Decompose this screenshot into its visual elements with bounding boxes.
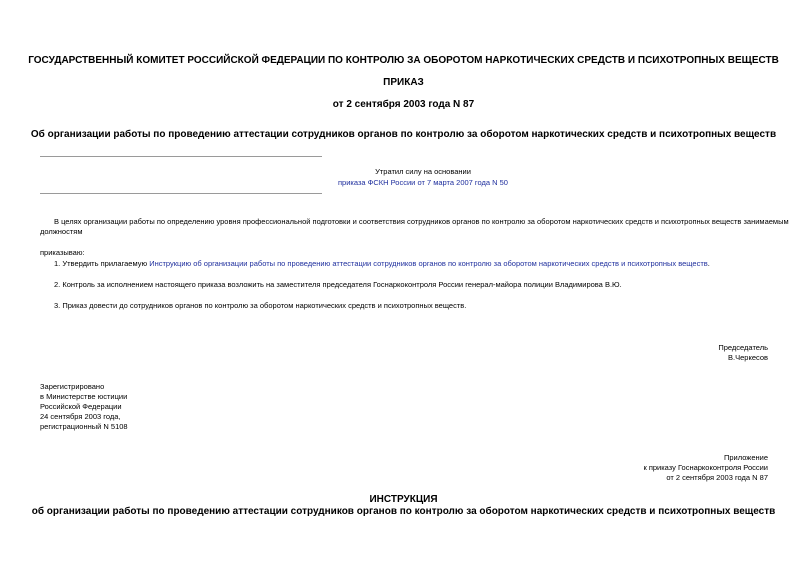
instruction-subtitle: об организации работы по проведению аттестации сотрудников органов по контролю за оборотом наркотических средств и психотропных веществ	[31, 506, 776, 517]
order-item-1-suffix: .	[707, 259, 710, 268]
divider-bottom	[40, 193, 322, 194]
order-item-3: 3. Приказ довести до сотрудников органов по контролю за оборотом наркотических средств и психотропных веществ.	[54, 301, 467, 310]
registration-line-3: Российской Федерации	[40, 402, 122, 411]
order-item-1	[54, 259, 710, 269]
repeal-order-link[interactable]: приказа ФСКН России от 7 марта 2007 года N 50	[338, 178, 508, 187]
registration-line-2: в Министерстве юстиции	[40, 392, 128, 401]
order-item-1-prefix: 1. Утвердить прилагаемую	[54, 259, 150, 268]
preamble-line-1: В целях организации работы по определению уровня профессиональной подготовки и соответствия сотрудников органов по контролю за оборотом наркотических средств и психотропных веществ занимаемым	[54, 217, 789, 226]
document-type: ПРИКАЗ	[383, 77, 424, 88]
document-subject: Об организации работы по проведению аттестации сотрудников органов по контролю за оборотом наркотических средств и психотропных веществ	[30, 129, 777, 140]
instruction-title: ИНСТРУКЦИЯ	[369, 494, 438, 505]
appendix-line-3: от 2 сентября 2003 года N 87	[666, 473, 768, 482]
signature-title: Председатель	[718, 343, 768, 352]
registration-block	[40, 382, 128, 432]
order-word: приказываю:	[40, 248, 85, 257]
status-note-text: Утратил силу на основании	[375, 167, 471, 176]
divider-top	[40, 156, 322, 157]
appendix-block	[643, 453, 768, 483]
order-item-2: 2. Контроль за исполнением настоящего приказа возложить на заместителя председателя Госнаркоконтроля России генерал-майора полиции Владимирова В.Ю.	[54, 280, 622, 289]
signature-name: В.Черкесов	[728, 353, 768, 362]
registration-line-5: регистрационный N 5108	[40, 422, 128, 431]
instruction-link[interactable]: Инструкцию об организации работы по проведению аттестации сотрудников органов по контролю за оборотом наркотических средств и психотропных веществ	[149, 259, 708, 268]
appendix-line-2: к приказу Госнаркоконтроля России	[643, 463, 768, 472]
registration-line-1: Зарегистрировано	[40, 382, 105, 391]
document-date-number: от 2 сентября 2003 года N 87	[332, 99, 475, 110]
issuing-authority: ГОСУДАРСТВЕННЫЙ КОМИТЕТ РОССИЙСКОЙ ФЕДЕРАЦИИ ПО КОНТРОЛЮ ЗА ОБОРОТОМ НАРКОТИЧЕСКИХ СРЕДСТВ И ПСИХОТРОПНЫХ ВЕЩЕСТВ	[28, 55, 779, 66]
preamble-line-2: должностям	[40, 227, 83, 236]
registration-line-4: 24 сентября 2003 года,	[40, 412, 121, 421]
appendix-line-1: Приложение	[724, 453, 768, 462]
